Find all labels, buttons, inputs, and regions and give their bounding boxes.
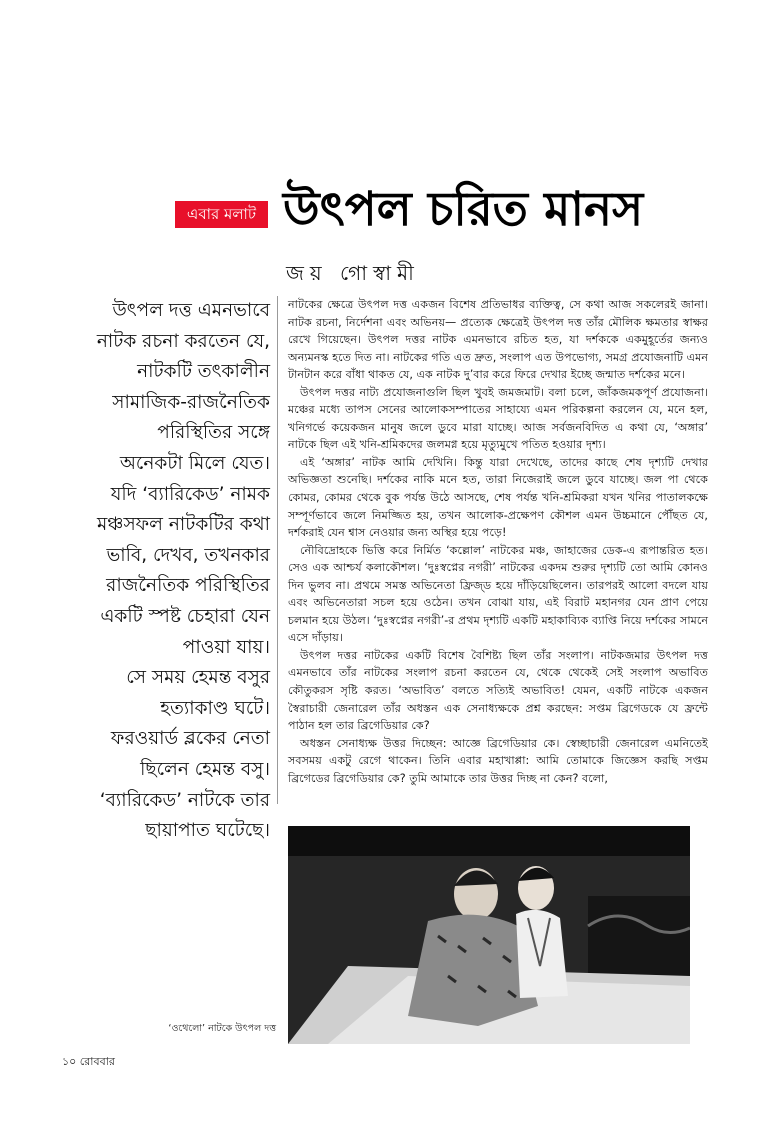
- pull-quote-line: সামাজিক-রাজনৈতিক: [112, 391, 270, 413]
- pull-quote-line: একটি স্পষ্ট চেহারা যেন: [100, 605, 270, 627]
- article-paragraph: অধস্তন সেনাধ্যক্ষ উত্তর দিচ্ছেন: আজ্ঞে ব্রিগেডিয়ার কে। স্বেচ্ছাচারী জেনারেল এমনিতেই সবসময় একটু রেগে থাকেন। তিনি এবার মহাখাপ্পা: আমি তোমাকে জিজ্ঞেস করছি সপ্তম ব্রিগেডের ব্রিগেডিয়ার কে? তুমি আমাকে তার উত্তর দিচ্ছ না কেন? বলো,: [288, 736, 708, 785]
- article-paragraph: নাটকের ক্ষেত্রে উৎপল দত্ত একজন বিশেষ প্রতিভাধর ব্যক্তিত্ব, সে কথা আজ সকলেরই জানা। নাটক রচনা, নির্দেশনা এবং অভিনয়— প্রত্যেক ক্ষেত্রেই উৎপল দত্ত তাঁর মৌলিক ক্ষমতার স্বাক্ষর রেখে গিয়েছেন। উৎপল দত্তর নাটক এমনভাবে রচিত হত, যা দর্শককে একমুহূর্তের জন্যও অন্যমনস্ক হতে দিত না। নাটকের গতি এত দ্রুত, সংলাপ এত উপভোগ্য, সমগ্র প্রযোজনাটি এমন টানটান করে বাঁধা থাকত যে, এক নাটক দু’বার করে ফিরে দেখার ইচ্ছে জন্মাত দর্শকের মনে।: [288, 298, 708, 382]
- pull-quote-line: রাজনৈতিক পরিস্থিতির: [106, 575, 270, 597]
- byline: জয় গোস্বামী: [286, 261, 420, 285]
- article-paragraph: নৌবিদ্রোহকে ভিত্তি করে নির্মিত ‘কল্লোল’ নাটকের মঞ্চ, জাহাজের ডেক-এ রূপান্তরিত হত। সেও এক আশ্চর্য কলাকৌশল। ‘দুঃস্বপ্নের নগরী’ নাটকের একদম শুরুর দৃশ্যটি তো আমি কোনও দিন ভুলব না। প্রথমে সমস্ত অভিনেতা ফ্রিজ্‌ড হয়ে দাঁড়িয়েছিলেন। তারপরই আলো বদলে যায় এবং অভিনেতারা সচল হয়ে ওঠেন। তখন বোঝা যায়, এই বিরাট মহানগর যেন প্রাণ পেয়ে চলমান হয়ে উঠল। ‘দুঃস্বপ্নের নগরী’-র প্রথম দৃশ্যটি একটি মহাকাব্যিক ব্যাপ্তি নিয়ে দর্শকের সামনে এসে দাঁড়ায়।: [288, 543, 708, 645]
- pull-quote-line: যদি ‘ব্যারিকেড’ নামক: [110, 483, 270, 505]
- pull-quote-line: উৎপল দত্ত এমনভাবে: [112, 300, 270, 321]
- pull-quote-line: ‘ব্যারিকেড’ নাটকে তার: [99, 789, 270, 811]
- page-folio: ১০ রোববার: [62, 1055, 115, 1068]
- pull-quote: [66, 296, 270, 847]
- article-body: [288, 296, 708, 787]
- article-paragraph: উৎপল দত্তর নাটকের একটি বিশেষ বৈশিষ্ট্য ছিল তাঁর সংলাপ। নাটকজমার উৎপল দত্ত এমনভাবে তাঁর নাটকের সংলাপ রচনা করতেন যে, থেকে থেকেই সেই সংলাপ অভাবিত কৌতুকরস সৃষ্টি করত। ‘অভাবিত’ বলতে সত্যিই অভাবিত! যেমন, একটি নাটকে একজন স্বৈরাচারী জেনারেল তাঁর অধস্তন এক সেনাধ্যক্ষকে প্রশ্ন করছেন: সপ্তম ব্রিগেডকে যে ফ্রন্টে পাঠান হল তার ব্রিগেডিয়ার কে?: [288, 648, 708, 733]
- photo-caption: ‘ওথেলো’ নাটকে উৎপল দত্ত: [168, 1023, 276, 1034]
- column-divider: [277, 296, 278, 804]
- stage-photo-illustration: [288, 826, 690, 1044]
- pull-quote-line: মঞ্চসফল নাটকটির কথা: [97, 514, 270, 536]
- pull-quote-line: পাওয়া যায়।: [182, 636, 270, 658]
- pull-quote-line: ভাবি, দেখব, তখনকার: [106, 544, 270, 566]
- pull-quote-line: ছিলেন হেমন্ত বসু।: [140, 758, 270, 780]
- pull-quote-line: ছায়াপাত ঘটেছে।: [145, 820, 270, 842]
- pull-quote-line: অনেকটা মিলে যেত।: [119, 452, 270, 474]
- section-tag: এবার মলাট: [175, 201, 268, 228]
- article-paragraph: এই ‘অঙ্গার’ নাটক আমি দেখিনি। কিন্তু যারা দেখেছে, তাদের কাছে শেষ দৃশ্যটি দেখার অভিজ্ঞতা শুনেছি। দর্শকের নাকি মনে হত, তারা নিজেরাই জলে ডুবে যাচ্ছে। জল পা থেকে কোমর, কোমর থেকে বুক পর্যন্ত উঠে আসছে, শেষ পর্যন্ত খনি-শ্রমিকরা যখন খনির পাতালকক্ষে সম্পূর্ণভাবে জলে নিমজ্জিত হয়, তখন আলোক-প্রক্ষেপণ কৌশল এমন উচ্চমানে পৌঁছত যে, দর্শকরাই যেন শ্বাস নেওয়ার জন্য অস্থির হয়ে পড়ে!: [288, 455, 708, 540]
- headline: উৎপল চরিত মানস: [283, 182, 644, 237]
- article-paragraph: উৎপল দত্তর নাট্য প্রযোজনাগুলি ছিল খুবই জমজমাট। বলা চলে, জাঁকজমকপূর্ণ প্রযোজনা। মঞ্চের মধ্যে তাপস সেনের আলোকসম্পাতের সাহায্যে এমন পরিকল্পনা করলেন যে, মনে হল, খনিগর্ভে কয়েকজন মানুষ জলে ডুবে মারা যাচ্ছে। আজ সর্বজনবিদিত এ কথা যে, ‘অঙ্গার’ নাটকে ছিল এই খনি-শ্রমিকদের জলমগ্ন হয়ে মৃত্যুমুখে পতিত হওয়ার দৃশ্য।: [288, 385, 708, 452]
- pull-quote-line: সে সময় হেমন্ত বসুর: [126, 667, 270, 689]
- pull-quote-line: পরিস্থিতির সঙ্গে: [157, 422, 270, 444]
- pull-quote-line: ফরওয়ার্ড ব্লকের নেতা: [110, 728, 270, 750]
- pull-quote-line: নাটক রচনা করতেন যে,: [96, 330, 270, 352]
- pull-quote-line: হত্যাকাণ্ড ঘটে।: [160, 697, 270, 719]
- pull-quote-line: নাটকটি তৎকালীন: [137, 361, 270, 383]
- stage-photo: [288, 826, 690, 1044]
